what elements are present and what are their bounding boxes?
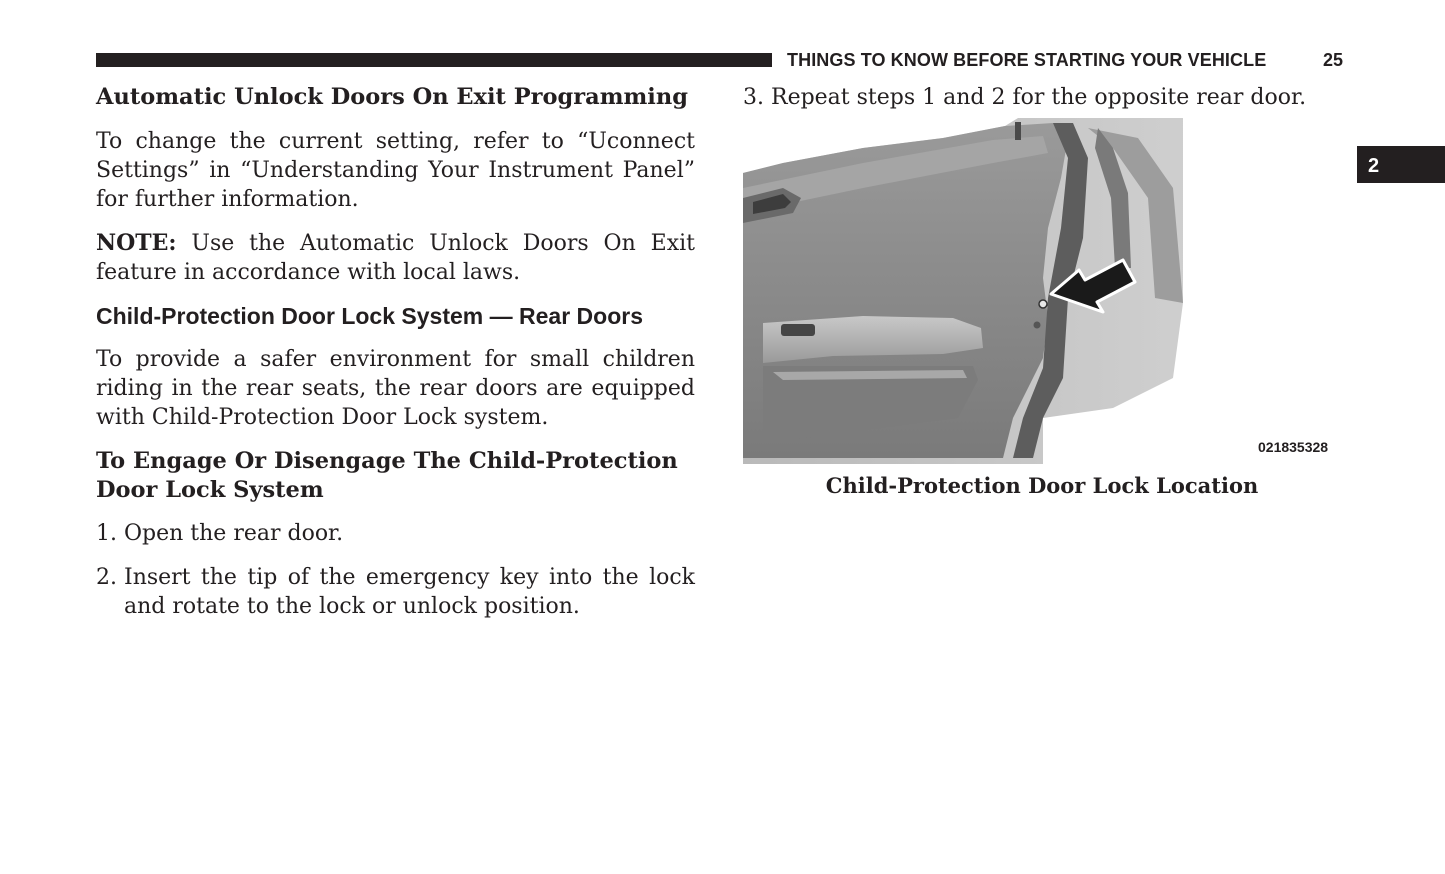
header-rule [96, 53, 772, 67]
door-lock-figure [743, 118, 1341, 464]
chapter-tab: 2 [1357, 146, 1445, 183]
right-column [743, 83, 1330, 112]
lock-bolt [1034, 322, 1041, 329]
figure-code: 021835328 [1258, 439, 1329, 455]
list-item-text: Open the rear door. [124, 521, 344, 546]
list-item [96, 563, 695, 621]
figure-caption: Child-Protection Door Lock Location [825, 473, 1259, 498]
note-label: NOTE: [96, 230, 177, 256]
left-column [96, 83, 695, 621]
child-lock [1039, 300, 1047, 308]
heading-unlock-doors: Automatic Unlock Doors On Exit Programming [96, 84, 688, 110]
list-item [743, 83, 1330, 112]
heading-engage-disengage: To Engage Or Disengage The Child-Protection Door Lock System [96, 448, 678, 503]
list-item-text: Repeat steps 1 and 2 for the opposite rear door. [771, 85, 1307, 110]
heading-child-protection: Child-Protection Door Lock System — Rear Doors [96, 303, 643, 329]
list-item-number: 2. [96, 565, 117, 590]
list-item [96, 519, 695, 548]
lock-post [1015, 122, 1021, 140]
page-number: 25 [1323, 50, 1344, 70]
paragraph-child-protection: To provide a safer environment for small children riding in the rear seats, the rear doors are equipped with Child-Protection Door Lock system. [96, 347, 695, 430]
paragraph-change-setting: To change the current setting, refer to “Uconnect Settings” in “Understanding Your Instrument Panel” for further information. [96, 129, 695, 212]
list-item-number: 3. [743, 85, 764, 110]
list-item-text: Insert the tip of the emergency key into the lock and rotate to the lock or unlock position. [124, 565, 695, 619]
note-text: Use the Automatic Unlock Doors On Exit feature in accordance with local laws. [96, 231, 695, 285]
window-switch [781, 324, 815, 336]
running-header: THINGS TO KNOW BEFORE STARTING YOUR VEHICLE [787, 50, 1267, 70]
list-item-number: 1. [96, 521, 117, 546]
note-paragraph [96, 229, 695, 287]
